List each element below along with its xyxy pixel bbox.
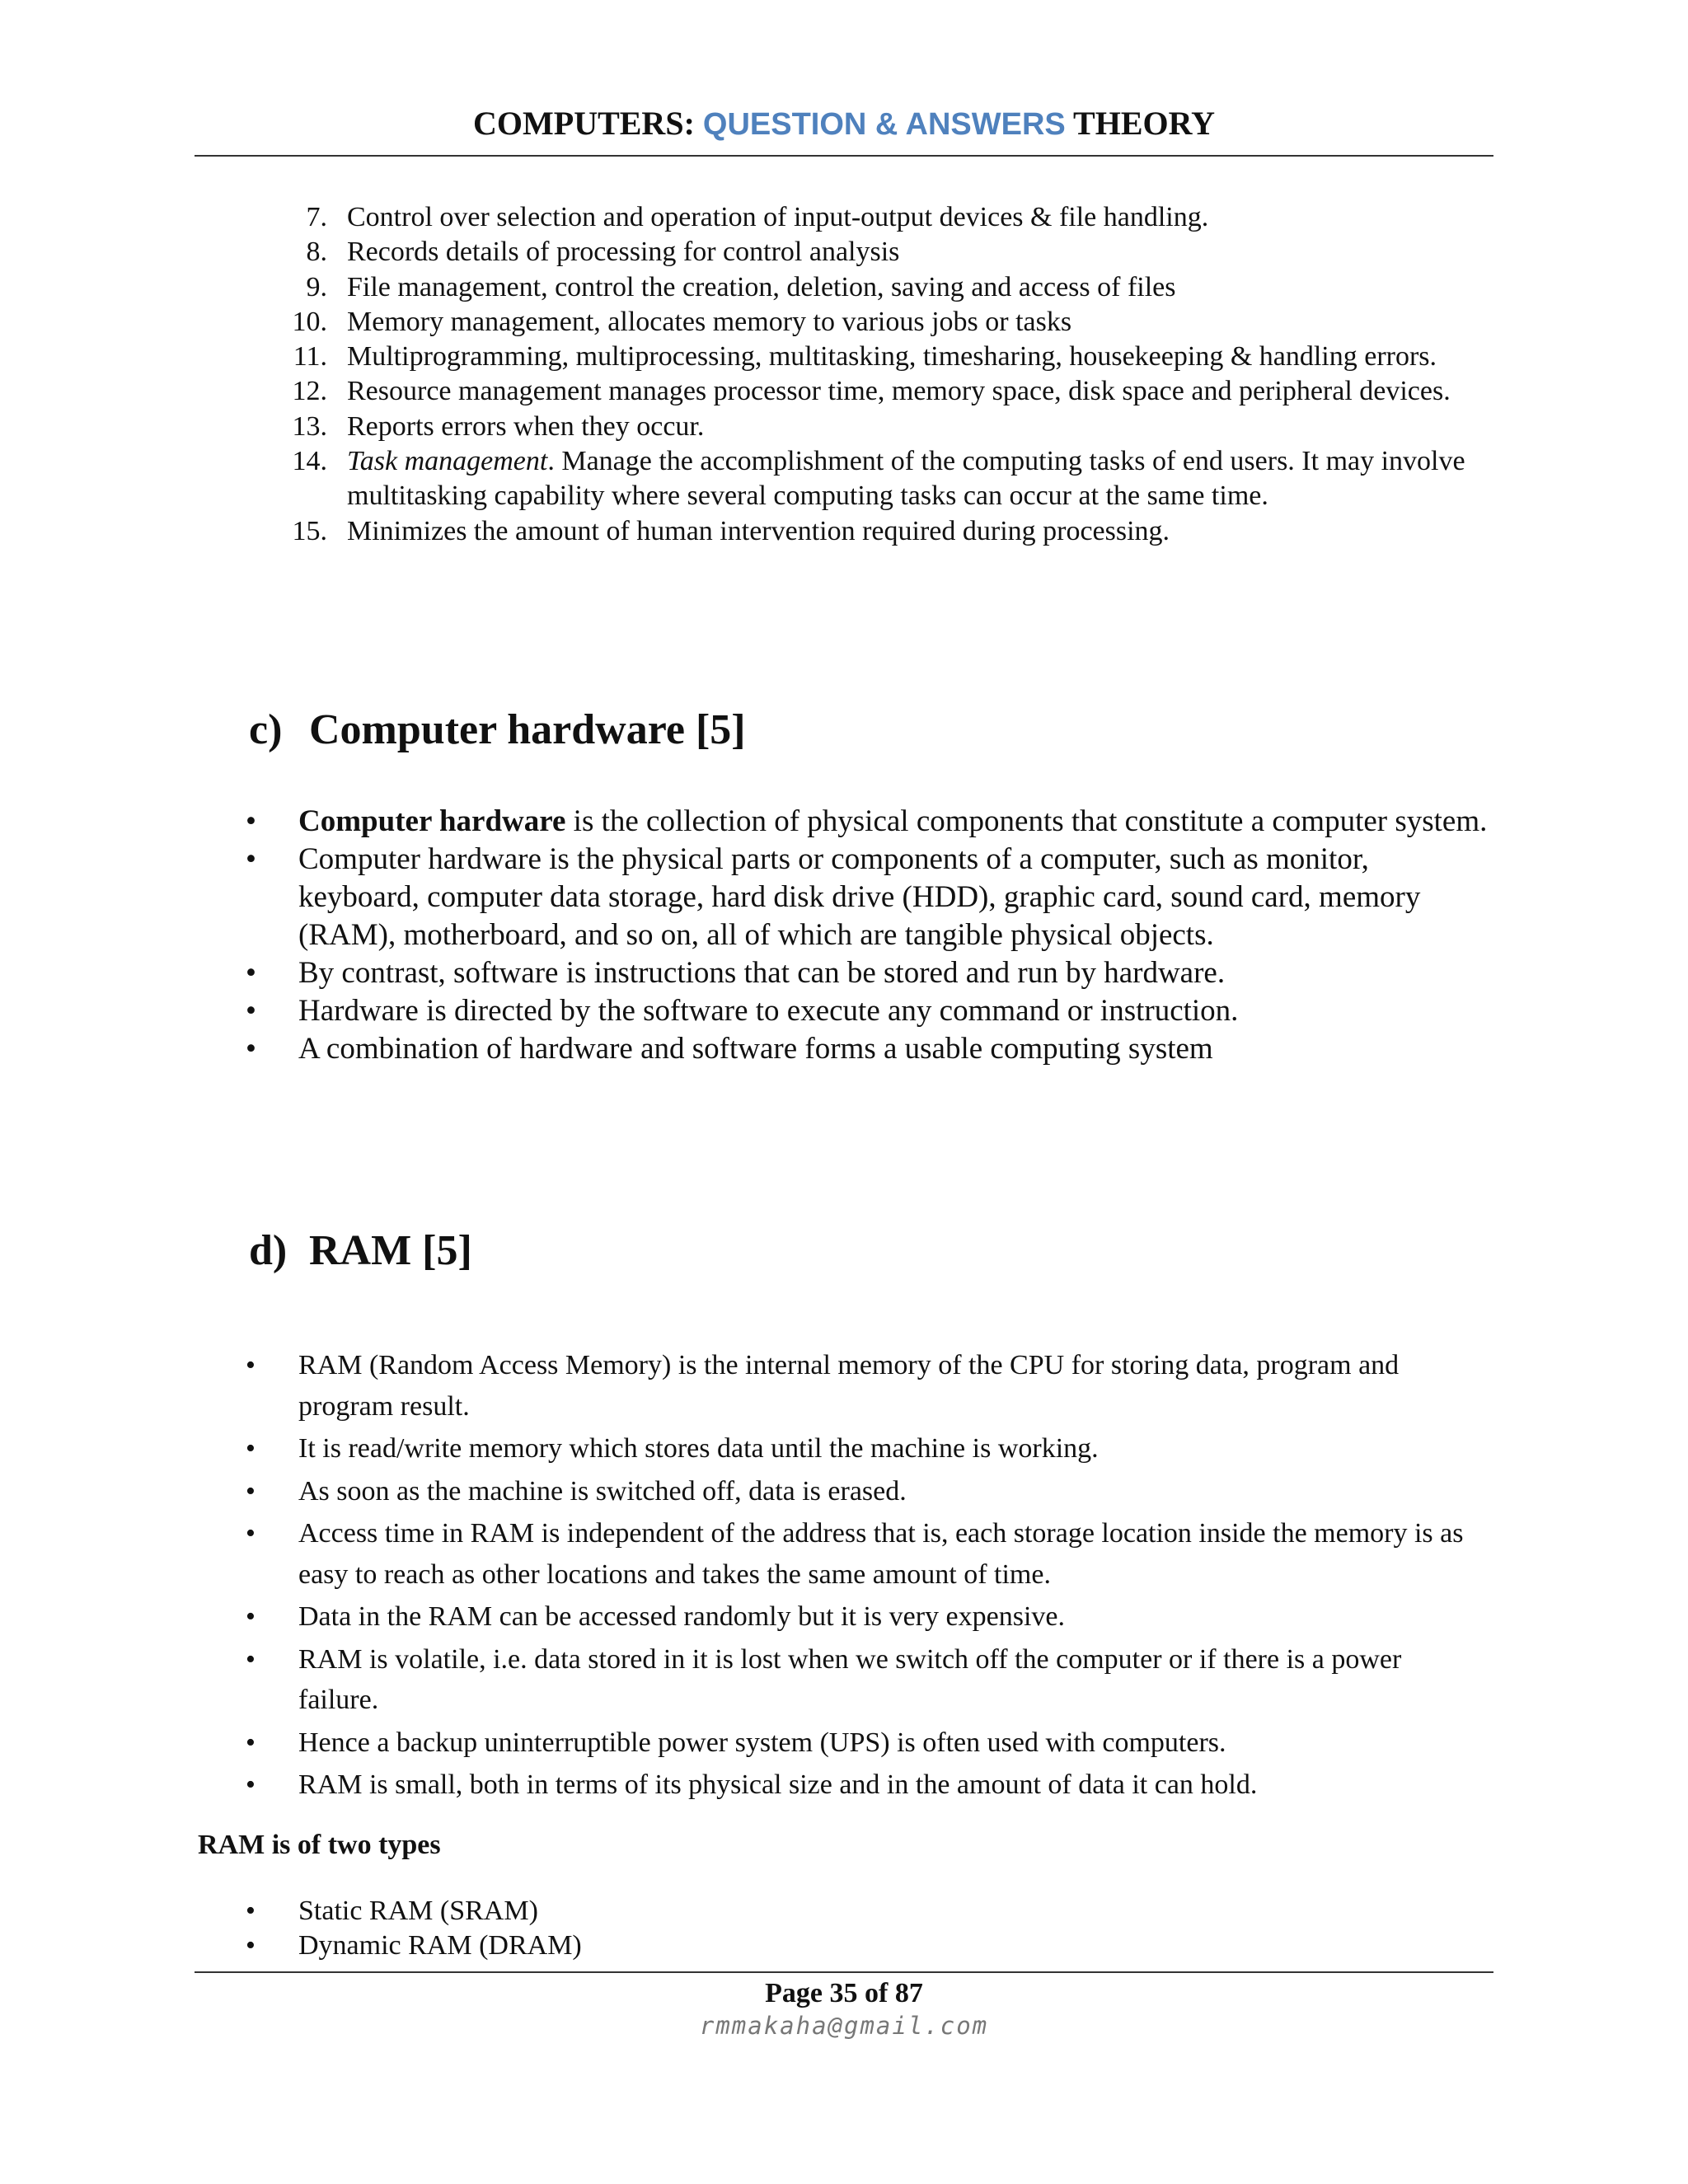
hardware-term: Computer hardware [298,804,566,838]
list-item-number: 9. [306,271,327,302]
bullet-icon: • [246,1433,256,1464]
bullet-item [0,1765,1688,1806]
bullet-item [0,803,1688,841]
section-heading-ram [249,1226,472,1276]
bullet-icon: • [246,1032,256,1066]
bullet-text: RAM (Random Access Memory) is the internal memory of the CPU for storing data, program and program result. [298,1350,1400,1422]
bullet-icon: • [246,1518,256,1549]
section-heading-computer-hardware [249,705,746,755]
bullet-text: By contrast, software is instructions that can be stored and run by hardware. [298,956,1226,990]
list-item-number: 11. [293,341,327,373]
hardware-definition: is the collection of physical components that constitute a computer system. [565,804,1488,838]
bullet-icon: • [246,1896,256,1926]
list-item-number: 7. [306,202,327,232]
bullet-text: A combination of hardware and software forms a usable computing system [298,1032,1213,1066]
list-item-text [347,444,1468,514]
list-item-number: 8. [306,237,327,268]
bullet-item [0,1428,1688,1469]
bullet-item [0,1345,1688,1427]
list-item [0,340,1688,374]
ram-types-heading: RAM is of two types [198,1830,441,1860]
list-item-text: Control over selection and operation of input-output devices & file handling. [347,202,1209,232]
list-item-text: Records details of processing for control analysis [347,237,900,268]
hardware-bullet-list [0,803,1688,1068]
bullet-item [0,954,1688,992]
list-item-text: Resource management manages processor time, memory space, disk space and peripheral devices. [347,376,1451,407]
bullet-item [0,1639,1688,1721]
header-separator: : [683,105,703,142]
bullet-item [0,1471,1688,1512]
bullet-text: As soon as the machine is switched off, data is erased. [298,1475,907,1507]
bullet-icon: • [246,956,256,990]
list-item [0,235,1688,269]
list-item-text: Memory management, allocates memory to various jobs or tasks [347,306,1072,337]
bullet-icon: • [246,994,256,1028]
header-divider [195,155,1493,157]
bullet-item [0,841,1688,954]
list-item [0,270,1688,305]
bullet-item [0,1894,1688,1929]
list-item-text: Minimizes the amount of human intervention required during processing. [347,515,1170,546]
bullet-text: It is read/write memory which stores data until the machine is working. [298,1433,1099,1464]
ram-types-list [0,1894,1688,1963]
ram-bullet-list [0,1345,1688,1807]
bullet-text: RAM is small, both in terms of its physical size and in the amount of data it can hold. [298,1769,1258,1800]
list-item [0,410,1688,444]
bullet-text: Access time in RAM is independent of the address that is, each storage location inside the memory is as easy to reach as other locations and takes the same amount of time. [298,1518,1464,1590]
list-item-number: 10. [292,306,327,337]
header-title-computers: COMPUTERS [473,105,684,142]
list-item-number: 12. [292,376,327,407]
bullet-text [298,803,1493,841]
list-item [0,514,1688,549]
header-title-question-answers: QUESTION & ANSWERS [702,107,1066,142]
bullet-item [0,1030,1688,1068]
list-item [0,444,1688,514]
bullet-icon: • [246,804,256,838]
footer-email: rmmakaha@gmail.com [699,2012,989,2040]
bullet-icon: • [246,1643,256,1675]
bullet-item [0,1929,1688,1963]
list-item-text: Reports errors when they occur. [347,410,705,442]
bullet-icon: • [246,1727,256,1758]
bullet-icon: • [246,1475,256,1507]
bullet-item [0,992,1688,1030]
list-item-number: 15. [292,515,327,546]
bullet-icon: • [246,1601,256,1632]
list-item-number: 14. [292,446,327,477]
list-item-text: Multiprogramming, multiprocessing, multitasking, timesharing, housekeeping & handling errors. [347,341,1437,373]
bullet-text: Data in the RAM can be accessed randomly but it is very expensive. [298,1601,1066,1632]
bullet-item [0,1513,1688,1595]
bullet-text: Dynamic RAM (DRAM) [298,1930,582,1961]
page-header [0,104,1688,144]
list-item-number: 13. [292,410,327,442]
page-number: Page 35 of 87 [765,1978,923,2008]
bullet-item [0,1596,1688,1638]
task-management-term: Task management [347,446,548,477]
list-item-text: File management, control the creation, deletion, saving and access of files [347,271,1176,302]
list-item [0,305,1688,340]
bullet-text: Hardware is directed by the software to execute any command or instruction. [298,994,1239,1028]
bullet-text: Static RAM (SRAM) [298,1896,538,1926]
bullet-icon: • [246,1350,256,1380]
section-letter: d) [249,1227,288,1274]
footer-divider [195,1971,1493,1973]
section-letter: c) [249,706,283,753]
bullet-text: Hence a backup uninterruptible power system (UPS) is often used with computers. [298,1727,1226,1758]
bullet-icon: • [246,1769,256,1800]
section-title: RAM [5] [309,1227,472,1274]
section-title: Computer hardware [5] [309,706,746,753]
os-functions-list [0,200,1688,549]
bullet-text: RAM is volatile, i.e. data stored in it is lost when we switch off the computer or if there is a power failure. [298,1643,1402,1715]
bullet-item [0,1722,1688,1764]
bullet-icon: • [246,1930,256,1961]
header-title-theory: THEORY [1065,105,1215,142]
bullet-text: Computer hardware is the physical parts or components of a computer, such as monitor, keyboard, computer data storage, hard disk drive (HDD), graphic card, sound card, memory (RAM), motherboard, and so on, all of which are tangible physical objects. [298,842,1421,952]
list-item [0,374,1688,409]
bullet-icon: • [246,842,256,876]
list-item [0,200,1688,235]
task-management-description: . Manage the accomplishment of the computing tasks of end users. It may involve multitasking capability where several computing tasks can occur at the same time. [347,446,1465,512]
